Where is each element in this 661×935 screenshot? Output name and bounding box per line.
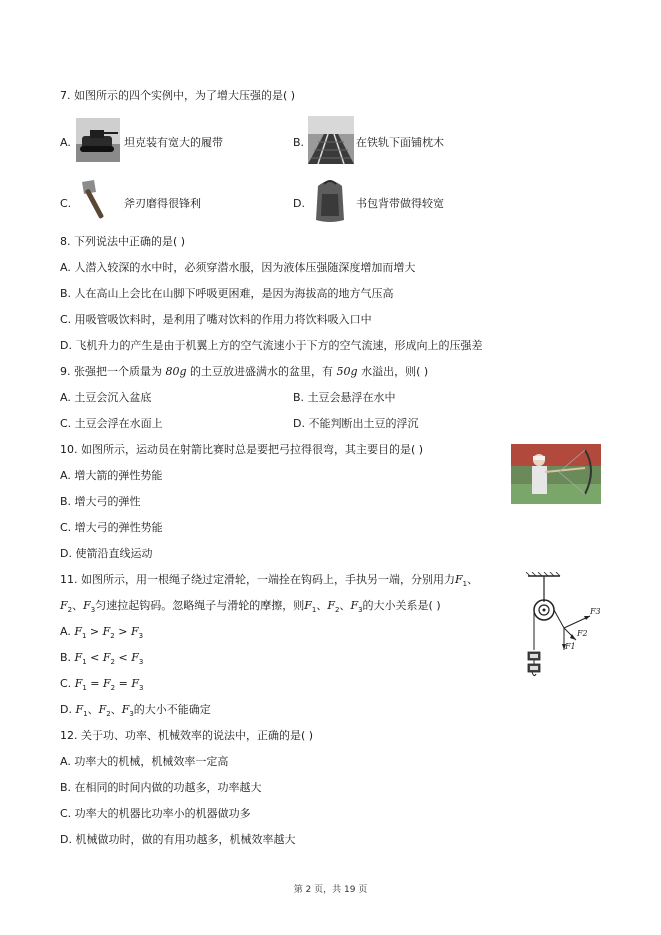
q9-option-b: B. 土豆会悬浮在水中 [293,391,396,404]
q8-option-d: D. 飞机升力的产生是由于机翼上方的空气流速小于下方的空气流速，形成向上的压强差 [60,339,483,352]
q10-option-c: C. 增大弓的弹性势能 [60,521,163,534]
q7-stem: 7. 如图所示的四个实例中，为了增大压强的是( ) [60,89,296,102]
tank-photo-icon [76,118,120,162]
q9-option-a: A. 土豆会沉入盆底 [60,391,152,404]
q10-option-d: D. 使箭沿直线运动 [60,547,153,560]
q8-option-b: B. 人在高山上会比在山脚下呼吸更困难，是因为海拔高的地方气压高 [60,287,394,300]
q7-option-c-text: 斧刃磨得很锋利 [124,197,201,210]
q10-stem: 10. 如图所示，运动员在射箭比赛时总是要把弓拉得很弯，其主要目的是( ) [60,443,424,456]
q9-stem-pre: 9. 张强把一个质量为 [60,365,166,378]
q11-stem2-post: 的大小关系是( ) [362,599,441,612]
q7-option-b-letter: B. [293,136,305,149]
q11-stem1: 11. 如图所示，用一根绳子绕过定滑轮，一端拴在钩码上，手执另一端，分别用力 [60,573,455,586]
q7-option-b-text: 在铁轨下面铺枕木 [356,136,444,149]
q8-option-a: A. 人潜入较深的水中时，必须穿潜水服，因为液体压强随深度增加而增大 [60,261,416,274]
q12-option-d: D. 机械做功时，做的有用功越多，机械效率越大 [60,833,296,846]
q7-option-c-letter: C. [60,197,72,210]
axe-photo-icon [76,178,120,222]
q12-option-a: A. 功率大的机械，机械效率一定高 [60,755,229,768]
q8-option-c: C. 用吸管吸饮料时，是利用了嘴对饮料的作用力将饮料吸入口中 [60,313,372,326]
q10-option-a: A. 增大箭的弹性势能 [60,469,163,482]
pulley-label-f3: F3 [590,607,601,616]
q9-stem-mid: 的土豆放进盛满水的盆里，有 [186,365,337,378]
q11-stem-line2: $F_2$、$F_3$匀速拉起钩码。忽略绳子与滑轮的摩擦，则$F_1$、$F_2$、$F_3$的大小关系是( ) [60,599,441,615]
q11-option-d: D. $F_1$、$F_2$、$F_3$的大小不能确定 [60,703,211,719]
q11-stem2: 匀速拉起钩码。忽略绳子与滑轮的摩擦，则 [95,599,305,612]
q11-option-c: C. $F_1 = F_2 = F_3$ [60,677,144,693]
q9-overflow: 50g [336,365,358,378]
pulley-diagram [520,572,604,680]
page-number-footer: 第 2 页，共 19 页 [293,885,368,895]
q9-stem [60,364,428,380]
q11-stem-line1: 11. 如图所示，用一根绳子绕过定滑轮，一端拴在钩码上，手执另一端，分别用力$F_1$、 [60,573,479,589]
pulley-label-f1: F1 [565,642,576,651]
q9-option-c: C. 土豆会浮在水面上 [60,417,163,430]
q7-option-d-letter: D. [293,197,305,210]
q7-option-d-text: 书包背带做得较宽 [356,197,444,210]
archer-photo-icon [511,444,601,504]
q7-option-a-text: 坦克装有宽大的履带 [124,136,223,149]
q9-stem-post: 水溢出，则( ) [357,365,429,378]
q11-option-a: A. $F_1 > F_2 > F_3$ [60,625,144,641]
q12-option-c: C. 功率大的机器比功率小的机器做功多 [60,807,251,820]
q12-stem: 12. 关于功、功率、机械效率的说法中，正确的是( ) [60,729,314,742]
q9-option-d: D. 不能判断出土豆的浮沉 [293,417,419,430]
q10-option-b: B. 增大弓的弹性 [60,495,141,508]
q12-option-b: B. 在相同的时间内做的功越多，功率越大 [60,781,262,794]
backpack-photo-icon [308,176,352,224]
railway-photo-icon [308,116,354,164]
q8-stem: 8. 下列说法中正确的是( ) [60,235,186,248]
q11-option-b: B. $F_1 < F_2 < F_3$ [60,651,144,667]
q9-mass: 80g [165,365,187,378]
q7-option-a-letter: A. [60,136,71,149]
pulley-label-f2: F2 [577,629,588,638]
